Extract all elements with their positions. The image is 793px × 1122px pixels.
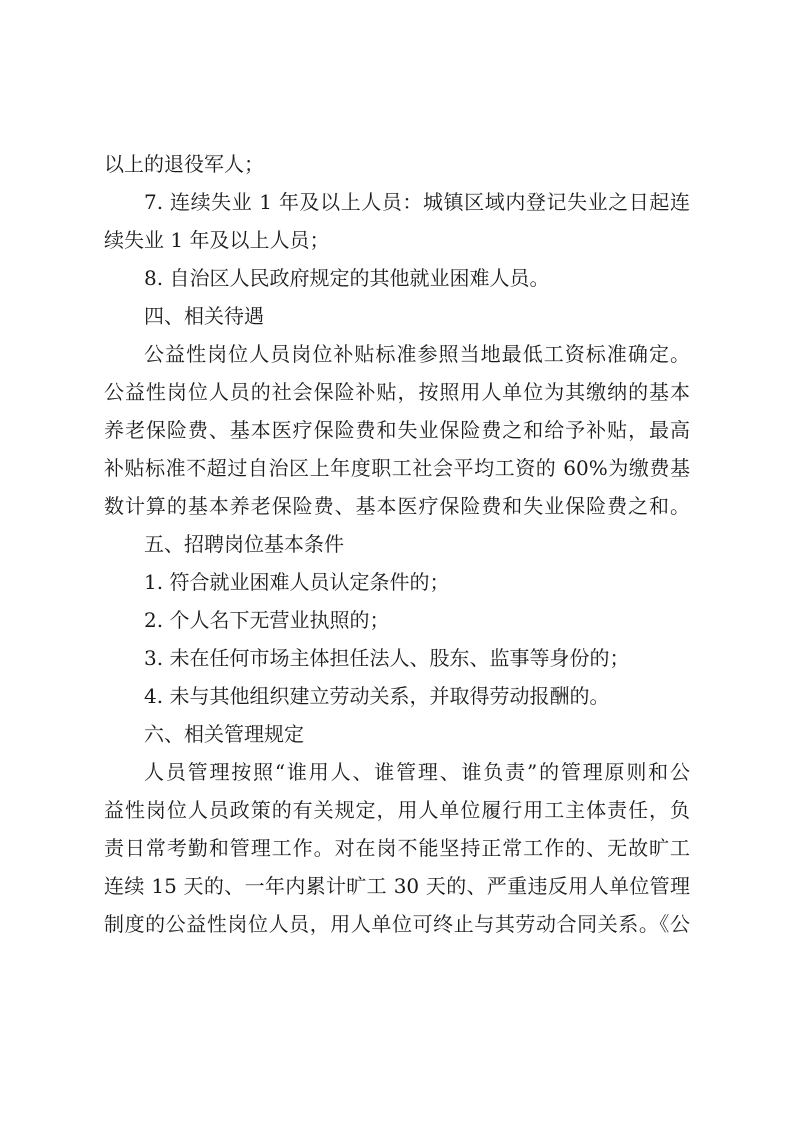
paragraph-line: 公益性岗位人员岗位补贴标准参照当地最低工资标准确定。 (144, 342, 690, 366)
paragraph-line: 续失业 1 年及以上人员； (104, 228, 330, 252)
section-heading: 四、相关待遇 (144, 304, 264, 328)
paragraph-line: 公益性岗位人员的社会保险补贴，按照用人单位为其缴纳的基本 (104, 380, 690, 404)
paragraph-line: 人员管理按照“谁用人、谁管理、谁负责”的管理原则和公 (144, 760, 690, 784)
paragraph-line: 养老保险费、基本医疗保险费和失业保险费之和给予补贴，最高 (104, 418, 690, 442)
document-body (104, 145, 690, 943)
paragraph-line: 7. 连续失业 1 年及以上人员：城镇区域内登记失业之日起连 (144, 190, 690, 214)
paragraph-line: 益性岗位人员政策的有关规定，用人单位履行用工主体责任，负 (104, 798, 690, 822)
paragraph-line: 数计算的基本养老保险费、基本医疗保险费和失业保险费之和。 (104, 494, 690, 518)
list-item: 2. 个人名下无营业执照的； (144, 608, 390, 632)
paragraph-line: 以上的退役军人； (104, 152, 264, 176)
list-item: 1. 符合就业困难人员认定条件的； (144, 570, 450, 594)
section-heading: 六、相关管理规定 (144, 722, 304, 746)
list-item: 3. 未在任何市场主体担任法人、股东、监事等身份的； (144, 646, 630, 670)
section-heading: 五、招聘岗位基本条件 (144, 532, 344, 556)
paragraph-line: 补贴标准不超过自治区上年度职工社会平均工资的 60%为缴费基 (104, 456, 690, 480)
paragraph-line: 制度的公益性岗位人员，用人单位可终止与其劳动合同关系。《公 (104, 912, 690, 936)
paragraph-line: 责日常考勤和管理工作。对在岗不能坚持正常工作的、无故旷工 (104, 836, 690, 860)
paragraph-line: 连续 15 天的、一年内累计旷工 30 天的、严重违反用人单位管理 (104, 874, 690, 898)
paragraph-line: 8. 自治区人民政府规定的其他就业困难人员。 (144, 266, 550, 290)
list-item: 4. 未与其他组织建立劳动关系，并取得劳动报酬的。 (144, 684, 610, 708)
